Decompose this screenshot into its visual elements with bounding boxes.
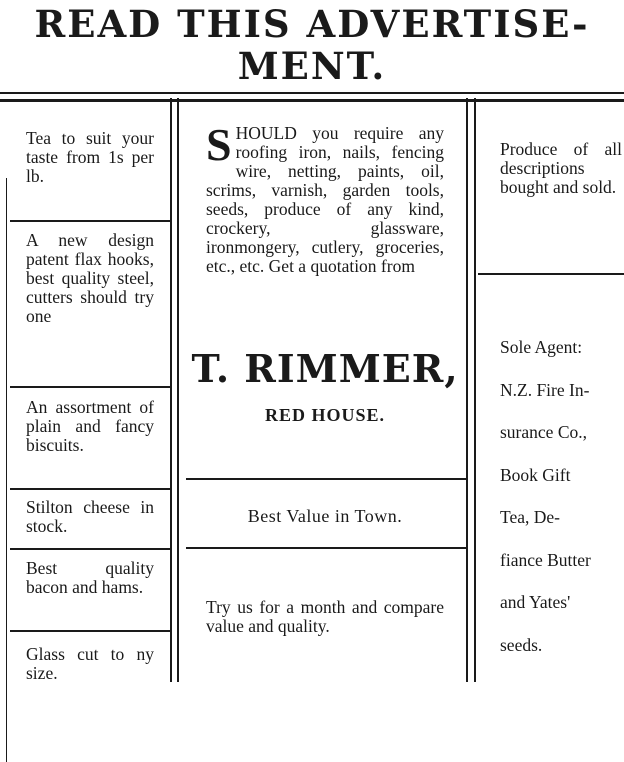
center-divider-1 (186, 478, 466, 480)
agent-line: Book Gift (500, 464, 571, 485)
center-intro-text: HOULD you require any roofing iron, nails, fencing wire, netting, paints, oil, scrims, varnish, garden tools, seeds, produce of any kind, crockery, glassware, ironmongery, cutlery, groceries, etc., etc. Get a quotation from (206, 123, 444, 276)
drop-cap: S (206, 119, 232, 170)
left-divider-2 (10, 386, 170, 388)
right-produce: Produce of all descriptions bought and sold. (500, 139, 622, 197)
column-divider-right-a (466, 98, 468, 682)
firm-name: T. RIMMER, (191, 346, 459, 391)
column-divider-right-b (474, 98, 476, 682)
right-divider-1 (478, 273, 624, 275)
ad-biscuits: An assortment of plain and fancy biscuits. (26, 397, 154, 455)
left-margin-rule (6, 178, 7, 762)
center-closing: Try us for a month and compare value and quality. (206, 597, 444, 636)
agent-line: N.Z. Fire In- (500, 379, 590, 400)
left-divider-4 (10, 548, 170, 550)
column-divider-left-a (170, 98, 172, 682)
ad-bacon: Best quality bacon and hams. (26, 558, 154, 597)
agent-line: surance Co., (500, 422, 587, 442)
headline-line-2: MENT. (237, 44, 387, 88)
ad-flax-hooks: A new design patent flax hooks, best quality steel, cutters should try one (26, 230, 154, 326)
center-intro (206, 119, 444, 276)
header-rule-bottom (0, 99, 624, 102)
ad-stilton: Stilton cheese in stock. (26, 497, 154, 536)
agent-line: Sole Agent: (500, 337, 583, 357)
agent-line: fiance Butter (500, 549, 591, 570)
column-divider-left-b (177, 98, 179, 682)
agent-line: seeds. (500, 634, 543, 655)
left-divider-1 (10, 220, 170, 222)
ad-tea: Tea to suit your taste from 1s per lb. (26, 128, 154, 186)
agent-line: and Yates' (500, 592, 571, 612)
slogan: Best Value in Town. (247, 506, 403, 526)
left-divider-3 (10, 488, 170, 490)
agent-line: Tea, De- (500, 507, 560, 527)
headline-line-1: READ THIS ADVERTISE- (34, 2, 590, 46)
firm-location: RED HOUSE. (264, 405, 386, 425)
right-agent (500, 326, 622, 666)
left-divider-5 (10, 630, 170, 632)
ad-glass: Glass cut to ny size. (26, 644, 154, 683)
header-rule-top (0, 92, 624, 94)
center-divider-2 (186, 547, 466, 549)
